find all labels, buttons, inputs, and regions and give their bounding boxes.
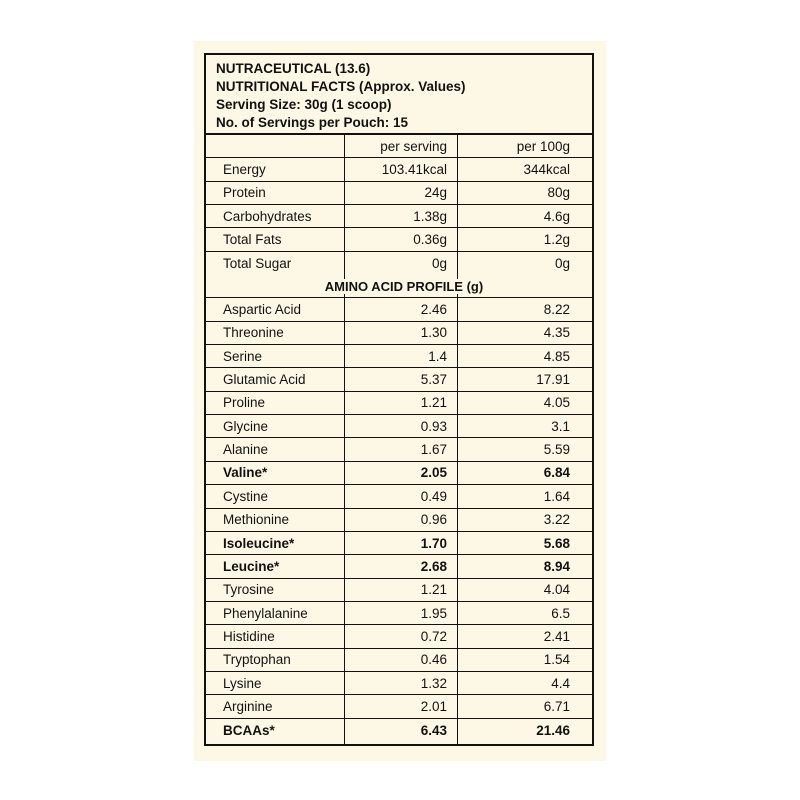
per-serving-value: 103.41kcal xyxy=(381,162,447,178)
row-label: Glutamic Acid xyxy=(223,372,306,388)
per-serving-value: 2.01 xyxy=(420,698,447,714)
row-label: Serine xyxy=(223,348,263,364)
row-label: Energy xyxy=(223,162,266,178)
row-label: Tyrosine xyxy=(223,582,275,598)
table-header xyxy=(206,55,592,135)
per-serving-value: 6.43 xyxy=(420,722,447,738)
table-row xyxy=(206,205,592,228)
per-100g-value: 5.68 xyxy=(543,535,570,551)
table-row xyxy=(206,509,592,532)
row-label: Protein xyxy=(223,185,266,201)
per-serving-value: 0.72 xyxy=(420,628,447,644)
facts-title: NUTRITIONAL FACTS (Approx. Values) xyxy=(216,79,466,94)
row-label: Alanine xyxy=(223,442,269,458)
table-row xyxy=(206,602,592,625)
row-label: Histidine xyxy=(223,628,275,644)
per-serving-value: 0g xyxy=(431,255,447,271)
per-serving-value: 1.21 xyxy=(420,395,447,411)
table-row xyxy=(206,555,592,578)
row-label: Tryptophan xyxy=(223,652,291,668)
table-row xyxy=(206,298,592,321)
per-serving-value: 1.67 xyxy=(420,442,447,458)
table-row xyxy=(206,438,592,461)
row-label: Lysine xyxy=(223,675,262,691)
amino-section-title xyxy=(206,275,592,298)
table-row xyxy=(206,625,592,648)
per-100g-value: 4.85 xyxy=(543,348,570,364)
row-label: Proline xyxy=(223,395,266,411)
row-label: Isoleucine* xyxy=(223,535,295,551)
servings-per-pouch: No. of Servings per Pouch: 15 xyxy=(216,115,409,130)
per-serving-value: 0.36g xyxy=(413,232,447,248)
table-row xyxy=(206,649,592,672)
row-label: Phenylalanine xyxy=(223,605,308,621)
row-label: Aspartic Acid xyxy=(223,302,302,318)
row-label: Leucine* xyxy=(223,558,280,574)
per-100g-value: 2.41 xyxy=(543,628,570,644)
per-100g-value: 4.04 xyxy=(543,582,570,598)
per-serving-value: 1.70 xyxy=(420,535,447,551)
per-100g-value: 4.4 xyxy=(551,675,570,691)
per-100g-value: 1.64 xyxy=(543,488,570,504)
row-label: Methionine xyxy=(223,512,290,528)
table-row xyxy=(206,322,592,345)
per-serving-value: 1.32 xyxy=(420,675,447,691)
per-100g-value: 6.5 xyxy=(551,605,570,621)
column-headers xyxy=(206,135,592,158)
per-100g-value: 1.2g xyxy=(543,232,570,248)
row-label: Glycine xyxy=(223,418,269,434)
row-label: Cystine xyxy=(223,488,269,504)
table-row xyxy=(206,462,592,485)
row-label: Total Sugar xyxy=(223,255,292,271)
per-100g-value: 4.6g xyxy=(543,208,570,224)
per-100g-value: 8.94 xyxy=(543,558,570,574)
per-100g-value: 0g xyxy=(554,255,570,271)
row-label: Carbohydrates xyxy=(223,208,312,224)
row-label: Total Fats xyxy=(223,232,282,248)
serving-size: Serving Size: 30g (1 scoop) xyxy=(216,97,392,112)
row-label: Threonine xyxy=(223,325,284,341)
column-header-per-serving: per serving xyxy=(380,138,447,154)
table-row xyxy=(206,228,592,251)
per-serving-value: 0.96 xyxy=(420,512,447,528)
column-header-per-100g: per 100g xyxy=(516,138,570,154)
per-100g-value: 8.22 xyxy=(543,302,570,318)
nutrition-table xyxy=(204,53,594,746)
amino-rows xyxy=(206,298,592,742)
table-row xyxy=(206,345,592,368)
per-serving-value: 2.05 xyxy=(420,465,447,481)
table-row xyxy=(206,182,592,205)
table-row xyxy=(206,415,592,438)
per-serving-value: 1.95 xyxy=(420,605,447,621)
table-row xyxy=(206,158,592,181)
nutrient-rows xyxy=(206,158,592,275)
per-serving-value: 0.93 xyxy=(420,418,447,434)
column-divider xyxy=(457,135,458,744)
table-row xyxy=(206,392,592,415)
per-100g-value: 4.05 xyxy=(543,395,570,411)
per-serving-value: 1.30 xyxy=(420,325,447,341)
per-serving-value: 1.38g xyxy=(413,208,447,224)
row-label: Valine* xyxy=(223,465,268,481)
per-100g-value: 6.84 xyxy=(543,465,570,481)
table-row xyxy=(206,672,592,695)
table-row xyxy=(206,485,592,508)
table-row xyxy=(206,579,592,602)
per-serving-value: 2.68 xyxy=(420,558,447,574)
per-100g-value: 1.54 xyxy=(543,652,570,668)
per-100g-value: 80g xyxy=(547,185,570,201)
per-serving-value: 5.37 xyxy=(420,372,447,388)
per-100g-value: 3.22 xyxy=(543,512,570,528)
per-serving-value: 1.4 xyxy=(428,348,447,364)
per-100g-value: 17.91 xyxy=(536,372,570,388)
per-serving-value: 1.21 xyxy=(420,582,447,598)
per-100g-value: 4.35 xyxy=(543,325,570,341)
per-serving-value: 0.49 xyxy=(420,488,447,504)
column-divider xyxy=(344,135,345,744)
row-label: Arginine xyxy=(223,698,273,714)
per-100g-value: 5.59 xyxy=(543,442,570,458)
table-row xyxy=(206,532,592,555)
per-100g-value: 21.46 xyxy=(536,722,570,738)
table-row xyxy=(206,695,592,718)
row-label: BCAAs* xyxy=(223,722,275,738)
per-100g-value: 344kcal xyxy=(523,162,570,178)
per-serving-value: 0.46 xyxy=(420,652,447,668)
table-row xyxy=(206,368,592,391)
table-row xyxy=(206,252,592,275)
amino-section-label: AMINO ACID PROFILE (g) xyxy=(265,279,543,294)
per-100g-value: 6.71 xyxy=(543,698,570,714)
product-name: NUTRACEUTICAL (13.6) xyxy=(216,61,371,76)
per-serving-value: 24g xyxy=(424,185,447,201)
per-serving-value: 2.46 xyxy=(420,302,447,318)
per-100g-value: 3.1 xyxy=(551,418,570,434)
table-row xyxy=(206,719,592,742)
